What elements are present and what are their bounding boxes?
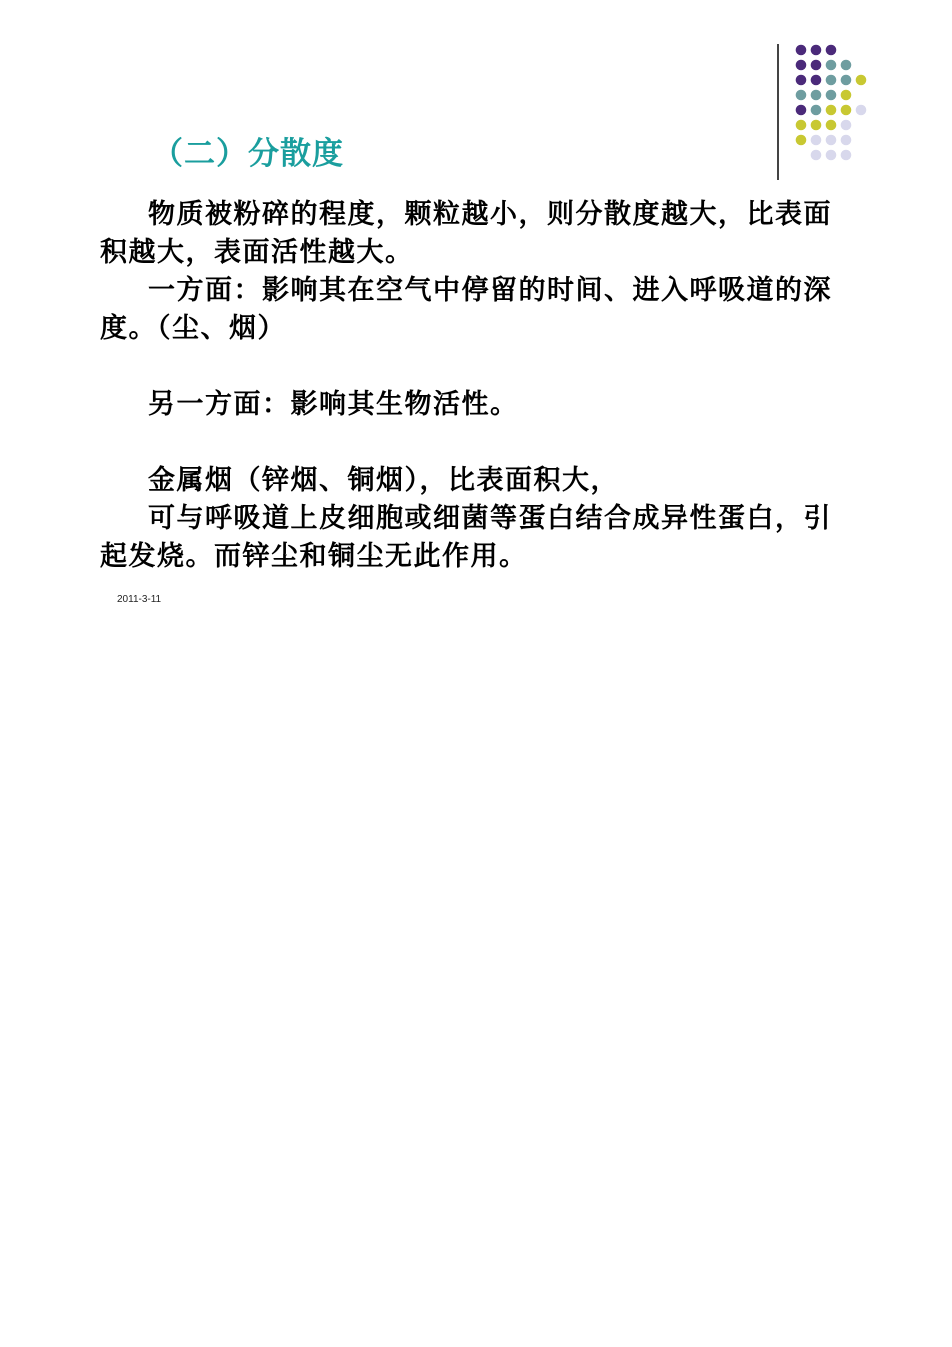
slide xyxy=(0,0,952,620)
decorative-dot xyxy=(796,75,807,86)
decorative-dot xyxy=(841,90,852,101)
slide-body xyxy=(100,196,846,576)
decorative-dot xyxy=(811,60,822,71)
spacer xyxy=(100,348,846,386)
decorative-dot-grid-icon xyxy=(794,44,874,164)
paragraph-dispersion: 物质被粉碎的程度，颗粒越小，则分散度越大，比表面积越大，表面活性越大。 xyxy=(100,199,832,268)
decorative-dot xyxy=(811,45,822,56)
paragraph-one-aspect: 一方面：影响其在空气中停留的时间、进入呼吸道的深度。（尘、烟） xyxy=(100,275,832,344)
page-title: （二）分散度 xyxy=(152,136,344,172)
decorative-dot xyxy=(826,150,837,161)
slide-date: 2011-3-11 xyxy=(117,594,162,605)
decorative-dot xyxy=(841,150,852,161)
decorative-dot xyxy=(826,45,837,56)
paragraph-metal-fume: 金属烟（锌烟、铜烟），比表面积大， xyxy=(148,465,619,496)
decorative-dot xyxy=(811,105,822,116)
decorative-dot xyxy=(826,105,837,116)
decorative-dot xyxy=(796,45,807,56)
paragraph-protein-binding: 可与呼吸道上皮细胞或细菌等蛋白结合成异性蛋白，引起发烧。而锌尘和铜尘无此作用。 xyxy=(100,503,832,572)
decorative-dot xyxy=(796,120,807,131)
decorative-dot xyxy=(826,90,837,101)
decorative-dot xyxy=(826,120,837,131)
decorative-dot xyxy=(796,90,807,101)
decorative-dot xyxy=(841,105,852,116)
spacer xyxy=(100,424,846,462)
decorative-dot xyxy=(796,60,807,71)
decorative-dot xyxy=(796,135,807,146)
decorative-dot xyxy=(856,75,867,86)
decorative-dot xyxy=(811,135,822,146)
decorative-dot xyxy=(841,75,852,86)
paragraph-other-aspect: 另一方面：影响其生物活性。 xyxy=(148,389,519,420)
decorative-dot xyxy=(811,150,822,161)
decorative-dot xyxy=(796,105,807,116)
decorative-dot xyxy=(841,135,852,146)
decorative-dot xyxy=(841,60,852,71)
decorative-dot xyxy=(811,90,822,101)
decorative-dot xyxy=(826,75,837,86)
decorative-dot xyxy=(811,120,822,131)
decorative-dot xyxy=(841,120,852,131)
decorative-dot xyxy=(811,75,822,86)
decorative-dot xyxy=(826,60,837,71)
decorative-dot xyxy=(826,135,837,146)
vertical-divider xyxy=(777,44,779,180)
decorative-dot xyxy=(856,105,867,116)
